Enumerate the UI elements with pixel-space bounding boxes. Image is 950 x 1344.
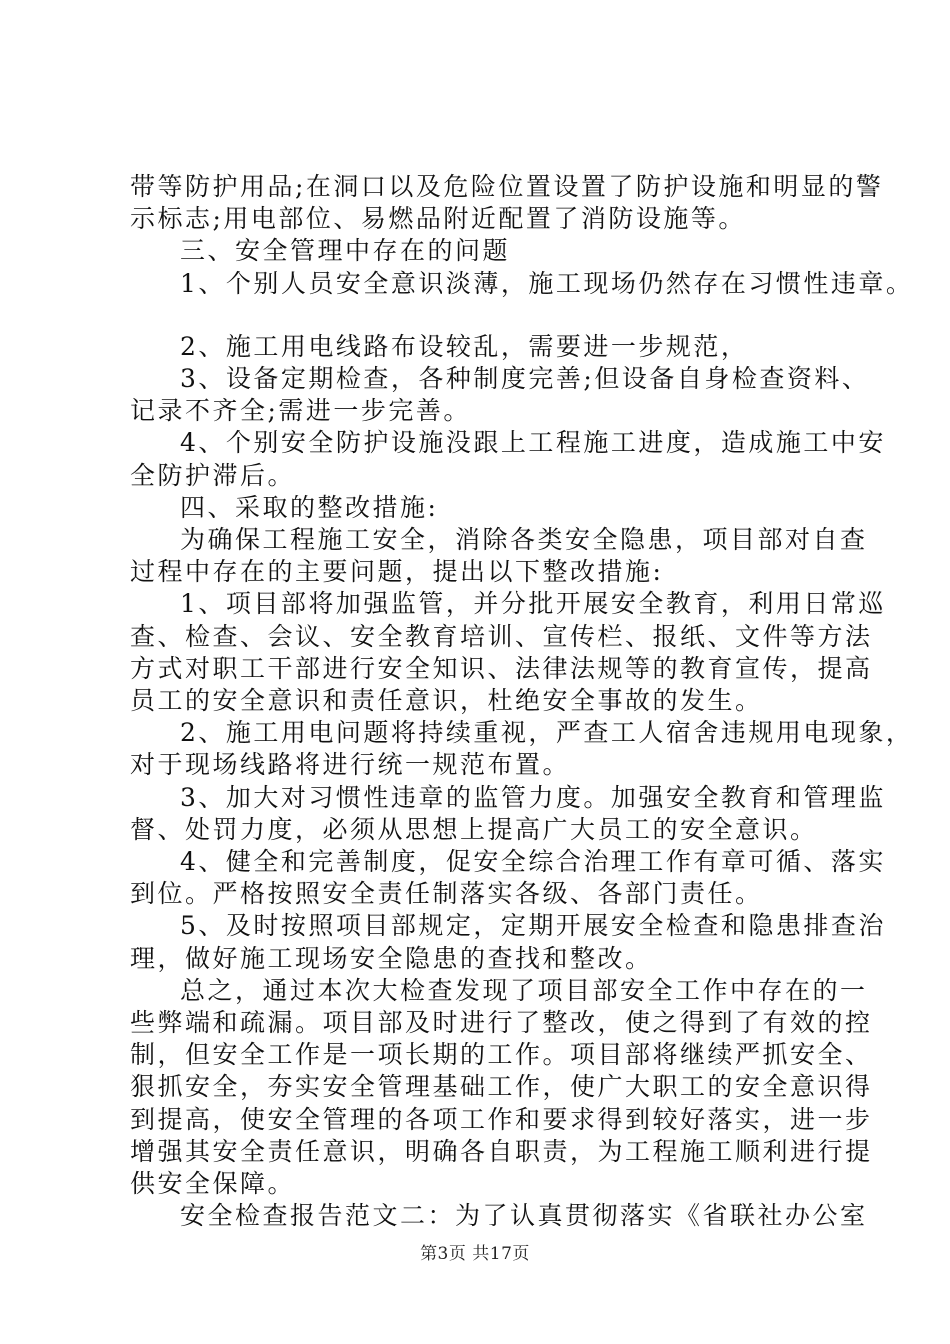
text-line: 示标志;用电部位、易燃品附近配置了消防设施等。: [130, 204, 746, 234]
text-line: 5、及时按照项目部规定，定期开展安全检查和隐患排查治: [180, 911, 886, 941]
text-line: 督、处罚力度，必须从思想上提高广大员工的安全意识。: [130, 814, 818, 844]
blank-line: [130, 300, 840, 331]
text-line: 狠抓安全，夯实安全管理基础工作，使广大职工的安全意识得: [130, 1072, 873, 1102]
text-line: 1、个别人员安全意识淡薄，施工现场仍然存在习惯性违章。: [180, 268, 914, 298]
page-number-footer: 第3页 共17页: [420, 1244, 530, 1264]
text-line: 1、项目部将加强监管，并分批开展安全教育，利用日常巡: [180, 589, 886, 619]
text-line: 过程中存在的主要问题，提出以下整改措施:: [130, 557, 664, 587]
text-line: 安全检查报告范文二：为了认真贯彻落实《省联社办公室: [180, 1201, 868, 1231]
text-line: 到提高，使安全管理的各项工作和要求得到较好落实，进一步: [130, 1104, 873, 1134]
section-heading: 三、安全管理中存在的问题: [180, 236, 511, 266]
text-line: 查、检查、会议、安全教育培训、宣传栏、报纸、文件等方法: [130, 621, 873, 651]
text-line: 员工的安全意识和责任意识，杜绝安全事故的发生。: [130, 686, 763, 716]
text-line: 3、设备定期检查，各种制度完善;但设备自身检查资料、: [180, 364, 870, 394]
section-heading: 四、采取的整改措施:: [180, 492, 439, 522]
text-line: 总之，通过本次大检查发现了项目部安全工作中存在的一: [180, 975, 868, 1005]
text-line: 方式对职工干部进行安全知识、法律法规等的教育宣传，提高: [130, 653, 873, 683]
text-line: 记录不齐全;需进一步完善。: [130, 396, 471, 426]
text-line: 为确保工程施工安全，消除各类安全隐患，项目部对自查: [180, 525, 868, 555]
text-line: 些弊端和疏漏。项目部及时进行了整改，使之得到了有效的控: [130, 1008, 873, 1038]
document-body: [130, 171, 914, 1233]
text-line: 增强其安全责任意识，明确各自职责，为工程施工顺利进行提: [130, 1136, 873, 1166]
text-line: 2、施工用电线路布设较乱，需要进一步规范，: [180, 331, 749, 361]
text-line: 3、加大对习惯性违章的监管力度。加强安全教育和管理监: [180, 782, 886, 812]
text-line: 4、个别安全防护设施没跟上工程施工进度，造成施工中安: [180, 428, 886, 458]
text-line: 到位。严格按照安全责任制落实各级、各部门责任。: [130, 879, 763, 909]
text-line: 对于现场线路将进行统一规范布置。: [130, 750, 571, 780]
text-line: 理，做好施工现场安全隐患的查找和整改。: [130, 943, 653, 973]
text-line: 带等防护用品;在洞口以及危险位置设置了防护设施和明显的警: [130, 172, 884, 201]
text-line: 供安全保障。: [130, 1169, 296, 1199]
text-line: 全防护滞后。: [130, 460, 296, 490]
text-line: 4、健全和完善制度，促安全综合治理工作有章可循、落实: [180, 847, 886, 877]
text-line: 2、施工用电问题将持续重视，严查工人宿舍违规用电现象，: [180, 718, 914, 748]
text-line: 制，但安全工作是一项长期的工作。项目部将继续严抓安全、: [130, 1040, 873, 1070]
